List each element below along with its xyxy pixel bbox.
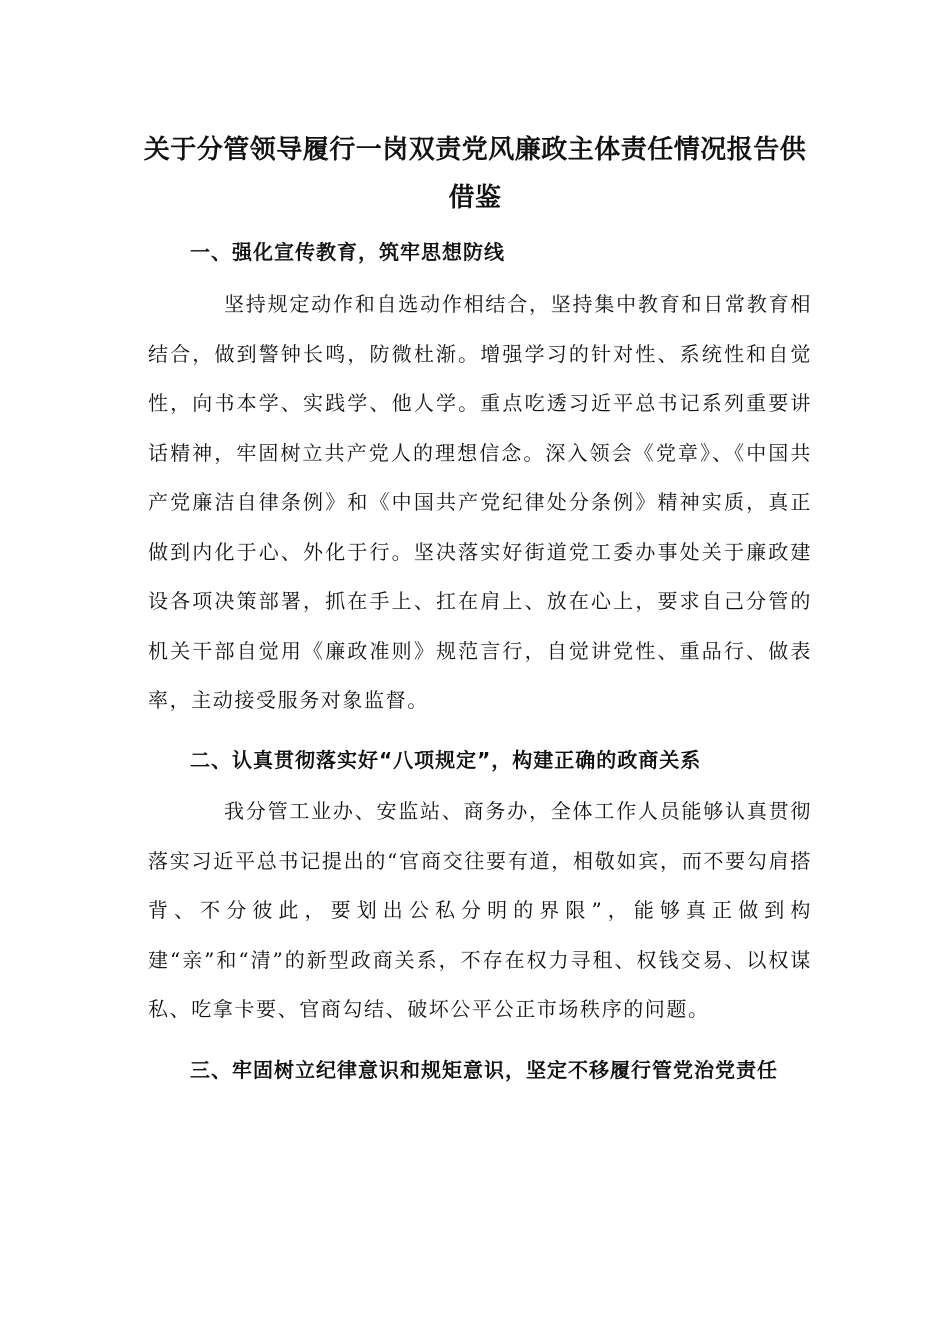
section-heading-2: 二、认真贯彻落实好“八项规定”，构建正确的政商关系	[190, 748, 702, 772]
section-heading-3: 三、牢固树立纪律意识和规矩意识，坚定不移履行管党治党责任	[190, 1058, 778, 1082]
section-paragraph-1: 坚持规定动作和自选动作相结合，坚持集中教育和日常教育相结合，做到警钟长鸣，防微杜渐。增强学习的针对性、系统性和自觉性，向书本学、实践学、他人学。重点吃透习近平总书记系列重要讲话精神，牢固树立共产党人的理想信念。深入领会《党章》、《中国共产党廉洁自律条例》和《中国共产党纪律处分条例》精神实质，真正做到内化于心、外化于行。坚决落实好街道党工委办事处关于廉政建设各项决策部署，抓在手上、扛在肩上、放在心上，要求自己分管的机关干部自觉用《廉政准则》规范言行，自觉讲党性、重品行、做表率，主动接受服务对象监督。	[148, 292, 812, 712]
section-heading-1: 一、强化宣传教育，筑牢思想防线	[190, 240, 505, 264]
section-paragraph-2: 我分管工业办、安监站、商务办，全体工作人员能够认真贯彻落实习近平总书记提出的“官商交往要有道，相敬如宾，而不要勾肩搭背、不分彼此，要划出公私分明的界限”，能够真正做到构建“亲”和“清”的新型政商关系，不存在权力寻租、权钱交易、以权谋私、吃拿卡要、官商勾结、破坏公平公正市场秩序的问题。	[148, 799, 812, 1021]
document-title: 关于分管领导履行一岗双责党风廉政主体责任情况报告供借鉴	[143, 135, 807, 213]
